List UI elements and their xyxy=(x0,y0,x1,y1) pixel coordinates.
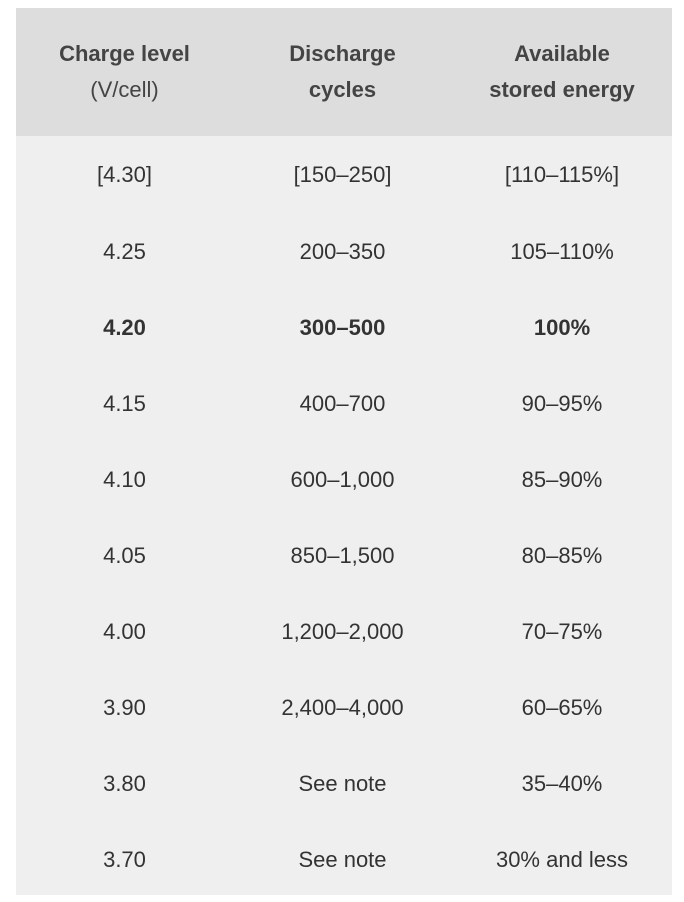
table-header xyxy=(16,8,672,136)
cell-stored-energy: 60–65% xyxy=(521,695,603,720)
table-row xyxy=(16,442,672,518)
table-row xyxy=(16,746,672,822)
header-available-energy-line1: Available xyxy=(514,41,610,66)
cell-stored-energy: 85–90% xyxy=(521,467,603,492)
cell-discharge-cycles: 600–1,000 xyxy=(290,467,395,492)
cell-discharge-cycles: 850–1,500 xyxy=(290,543,395,568)
header-charge-level xyxy=(16,8,233,136)
cell-stored-energy: 105–110% xyxy=(510,239,614,264)
table-row xyxy=(16,670,672,746)
cell-discharge-cycles: See note xyxy=(298,771,387,796)
cell-stored-energy: 70–75% xyxy=(521,619,603,644)
table-row xyxy=(16,136,672,214)
table-row xyxy=(16,822,672,898)
cell-charge-level: 4.20 xyxy=(103,315,146,340)
cell-discharge-cycles: 300–500 xyxy=(299,315,386,340)
cell-stored-energy: 100% xyxy=(533,315,591,340)
cell-discharge-cycles: 200–350 xyxy=(299,239,386,264)
header-available-energy xyxy=(452,8,672,136)
header-charge-level-unit: (V/cell) xyxy=(90,77,159,102)
cell-charge-level: 4.05 xyxy=(103,543,146,568)
cell-stored-energy: 80–85% xyxy=(521,543,603,568)
cell-charge-level: 4.15 xyxy=(103,391,146,416)
cell-charge-level: [4.30] xyxy=(96,162,153,187)
cell-discharge-cycles: See note xyxy=(298,847,387,872)
cell-stored-energy: 90–95% xyxy=(521,391,603,416)
cell-charge-level: 4.00 xyxy=(103,619,146,644)
table-row xyxy=(16,214,672,290)
cell-charge-level: 4.10 xyxy=(103,467,146,492)
table-row xyxy=(16,366,672,442)
charge-cycles-table xyxy=(16,8,672,895)
cell-charge-level: 3.90 xyxy=(103,695,146,720)
cell-discharge-cycles: 2,400–4,000 xyxy=(281,695,404,720)
header-discharge-cycles-line1: Discharge xyxy=(289,41,396,66)
table-row-highlighted xyxy=(16,290,672,366)
table-body xyxy=(16,136,672,898)
header-available-energy-line2: stored energy xyxy=(489,77,635,102)
cell-discharge-cycles: 400–700 xyxy=(299,391,386,416)
cell-stored-energy: 30% and less xyxy=(495,847,629,872)
cell-stored-energy: [110–115%] xyxy=(504,162,620,187)
cell-stored-energy: 35–40% xyxy=(521,771,603,796)
cell-discharge-cycles: [150–250] xyxy=(293,162,392,187)
table-row xyxy=(16,518,672,594)
header-discharge-cycles-line2: cycles xyxy=(308,77,377,102)
cell-charge-level: 4.25 xyxy=(103,239,146,264)
table-row xyxy=(16,594,672,670)
header-charge-level-title: Charge level xyxy=(59,41,190,66)
cell-charge-level: 3.80 xyxy=(103,771,146,796)
cell-charge-level: 3.70 xyxy=(103,847,146,872)
header-discharge-cycles xyxy=(233,8,452,136)
cell-discharge-cycles: 1,200–2,000 xyxy=(281,619,404,644)
